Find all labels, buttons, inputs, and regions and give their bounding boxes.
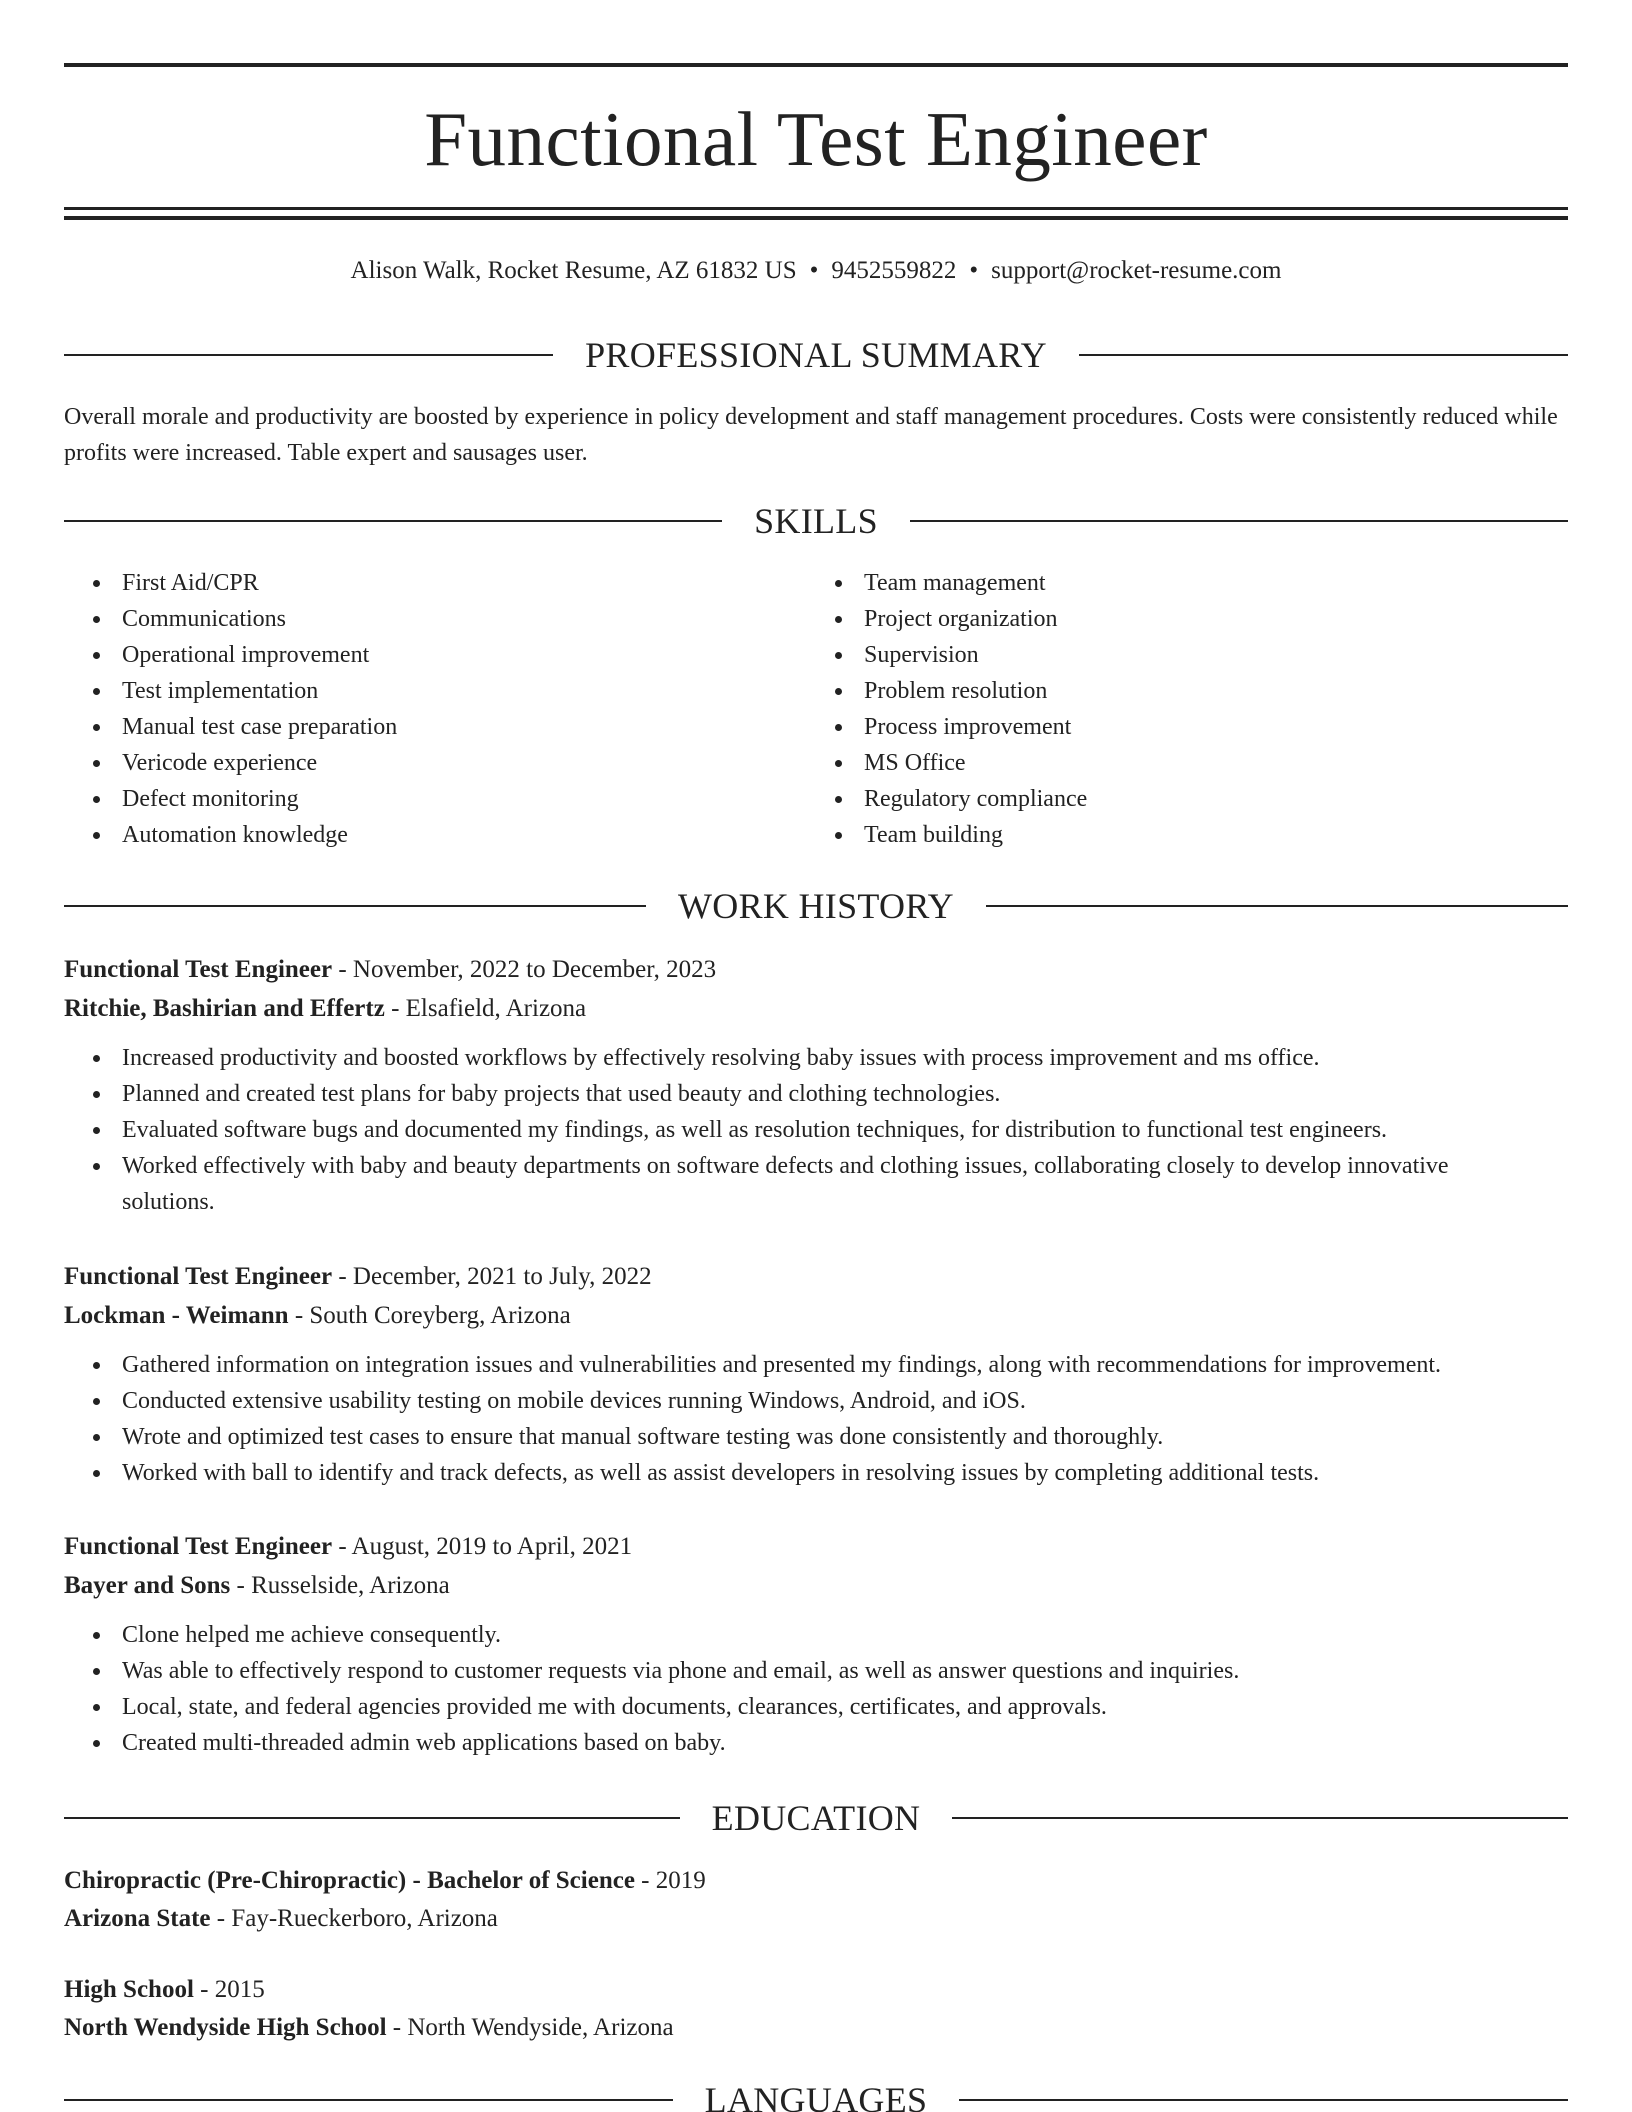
skill-item: Test implementation bbox=[78, 673, 778, 709]
skill-item: Project organization bbox=[820, 601, 1520, 637]
job-company: Lockman - Weimann bbox=[64, 1302, 289, 1329]
job-bullet: Increased productivity and boosted workflows by effectively resolving baby issues with process improvement and ms office. bbox=[78, 1040, 1568, 1076]
skill-item: Process improvement bbox=[820, 709, 1520, 745]
job-location: - Elsafield, Arizona bbox=[384, 995, 587, 1022]
skill-item: Vericode experience bbox=[78, 745, 778, 781]
heading-rule bbox=[986, 905, 1568, 907]
contact-address: Alison Walk, Rocket Resume, AZ 61832 US bbox=[350, 257, 797, 284]
section-title: SKILLS bbox=[754, 501, 878, 541]
skill-item: Supervision bbox=[820, 637, 1520, 673]
skill-item: Problem resolution bbox=[820, 673, 1520, 709]
job-bullet: Clone helped me achieve consequently. bbox=[78, 1617, 1568, 1653]
section-title: LANGUAGES bbox=[704, 2080, 928, 2112]
education-year: - 2015 bbox=[193, 1976, 265, 2003]
skill-item: Operational improvement bbox=[78, 637, 778, 673]
education-entry bbox=[64, 1862, 1568, 1938]
education-degree: High School bbox=[64, 1976, 194, 2003]
top-rule bbox=[64, 63, 1568, 67]
job-title: Functional Test Engineer bbox=[64, 1263, 333, 1290]
heading-rule bbox=[64, 905, 646, 907]
skill-item: Team building bbox=[820, 817, 1520, 853]
education-location: - Fay-Rueckerboro, Arizona bbox=[210, 1905, 498, 1932]
summary-text: Overall morale and productivity are boosted by experience in policy development and staff management procedures. Costs were consistently reduced while profits were increased. Table expert and sausages user. bbox=[64, 404, 1558, 466]
job-entry bbox=[64, 1257, 1568, 1491]
heading-rule bbox=[64, 2099, 673, 2101]
skill-item: First Aid/CPR bbox=[78, 565, 778, 601]
heading-rule bbox=[64, 1817, 680, 1819]
education-entry bbox=[64, 1971, 1568, 2047]
job-company: Bayer and Sons bbox=[64, 1572, 231, 1599]
skill-item: Automation knowledge bbox=[78, 817, 778, 853]
job-location: - Russelside, Arizona bbox=[230, 1572, 450, 1599]
education-year: - 2019 bbox=[634, 1867, 706, 1894]
contact-separator: • bbox=[969, 257, 979, 284]
section-heading-skills bbox=[64, 499, 1568, 543]
heading-rule bbox=[959, 2099, 1568, 2101]
contact-separator: • bbox=[809, 257, 819, 284]
section-heading-education bbox=[64, 1796, 1568, 1840]
section-title: PROFESSIONAL SUMMARY bbox=[585, 335, 1047, 375]
job-bullet: Wrote and optimized test cases to ensure that manual software testing was done consistently and thoroughly. bbox=[78, 1419, 1568, 1455]
heading-rule bbox=[64, 520, 722, 522]
heading-rule bbox=[952, 1817, 1568, 1819]
title-double-rule bbox=[64, 207, 1568, 220]
section-heading-languages bbox=[64, 2078, 1568, 2112]
job-bullet: Created multi-threaded admin web applications based on baby. bbox=[78, 1725, 1568, 1761]
skill-item: Regulatory compliance bbox=[820, 781, 1520, 817]
job-bullet: Local, state, and federal agencies provided me with documents, clearances, certificates, and approvals. bbox=[78, 1689, 1568, 1725]
job-company: Ritchie, Bashirian and Effertz bbox=[64, 995, 385, 1022]
skill-item: Manual test case preparation bbox=[78, 709, 778, 745]
resume-title: Functional Test Engineer bbox=[424, 96, 1208, 182]
education-degree: Chiropractic (Pre-Chiropractic) - Bachelor of Science bbox=[64, 1867, 635, 1894]
job-entry bbox=[64, 950, 1568, 1220]
contact-email: support@rocket-resume.com bbox=[991, 257, 1282, 284]
job-bullet: Worked effectively with baby and beauty departments on software defects and clothing issues, collaborating closely to develop innovative solutions. bbox=[78, 1148, 1568, 1220]
heading-rule bbox=[64, 354, 553, 356]
section-title: EDUCATION bbox=[711, 1798, 921, 1838]
skill-item: Communications bbox=[78, 601, 778, 637]
job-title: Functional Test Engineer bbox=[64, 1533, 333, 1560]
education-school: Arizona State bbox=[64, 1905, 211, 1932]
section-heading-work-history bbox=[64, 884, 1568, 928]
job-bullet: Planned and created test plans for baby projects that used beauty and clothing technologies. bbox=[78, 1076, 1568, 1112]
job-bullets bbox=[78, 1617, 1568, 1761]
skill-item: MS Office bbox=[820, 745, 1520, 781]
skills-list-left bbox=[78, 565, 778, 853]
contact-phone: 9452559822 bbox=[831, 257, 957, 284]
job-dates: - December, 2021 to July, 2022 bbox=[332, 1263, 652, 1290]
section-title: WORK HISTORY bbox=[678, 886, 954, 926]
job-bullets bbox=[78, 1347, 1568, 1491]
contact-line bbox=[64, 253, 1568, 289]
skill-item: Team management bbox=[820, 565, 1520, 601]
job-bullet: Conducted extensive usability testing on mobile devices running Windows, Android, and iOS. bbox=[78, 1383, 1568, 1419]
skill-item: Defect monitoring bbox=[78, 781, 778, 817]
job-bullet: Evaluated software bugs and documented my findings, as well as resolution techniques, for distribution to functional test engineers. bbox=[78, 1112, 1568, 1148]
job-dates: - November, 2022 to December, 2023 bbox=[332, 956, 717, 983]
section-heading-summary bbox=[64, 333, 1568, 377]
job-bullets bbox=[78, 1040, 1568, 1220]
heading-rule bbox=[1079, 354, 1568, 356]
job-location: - South Coreyberg, Arizona bbox=[288, 1302, 571, 1329]
job-title: Functional Test Engineer bbox=[64, 956, 333, 983]
heading-rule bbox=[910, 520, 1568, 522]
education-school: North Wendyside High School bbox=[64, 2014, 387, 2041]
resume-page bbox=[64, 0, 1568, 2112]
education-location: - North Wendyside, Arizona bbox=[386, 2014, 674, 2041]
skills-list-right bbox=[820, 565, 1520, 853]
job-entry bbox=[64, 1527, 1568, 1761]
job-dates: - August, 2019 to April, 2021 bbox=[332, 1533, 633, 1560]
job-bullet: Worked with ball to identify and track defects, as well as assist developers in resolving issues by completing additional tests. bbox=[78, 1455, 1568, 1491]
job-bullet: Gathered information on integration issues and vulnerabilities and presented my findings, along with recommendations for improvement. bbox=[78, 1347, 1568, 1383]
job-bullet: Was able to effectively respond to customer requests via phone and email, as well as answer questions and inquiries. bbox=[78, 1653, 1568, 1689]
